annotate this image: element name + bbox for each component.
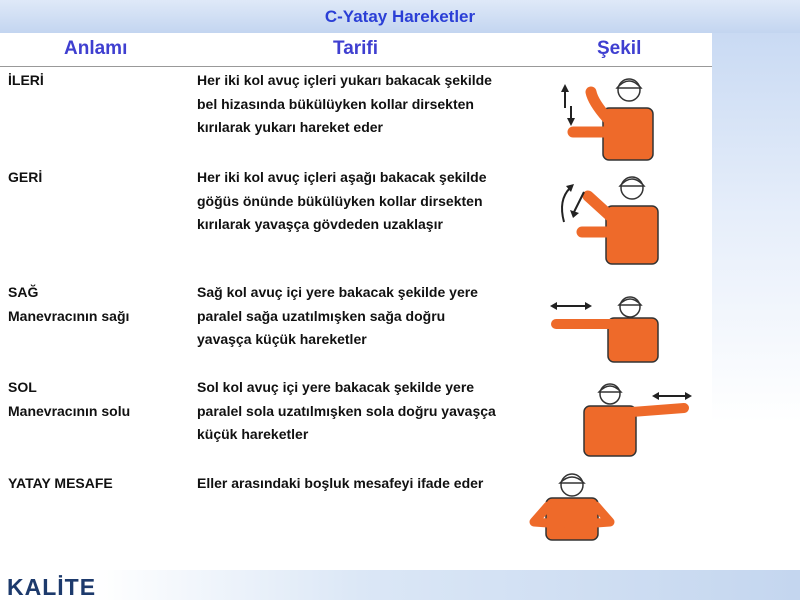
description-line: Sağ kol avuç içi yere bakacak şekilde yere <box>197 284 478 300</box>
worker-distance-icon <box>528 470 618 542</box>
description-line: yavaşça küçük hareketler <box>197 331 367 347</box>
worker-forward-icon <box>553 72 663 164</box>
table-row-meaning <box>8 376 130 423</box>
table-row-description <box>197 69 492 140</box>
table-row-description <box>197 376 496 447</box>
table-row-meaning <box>8 281 129 328</box>
brand-logo: KALİTE <box>7 574 97 600</box>
description-line: paralel sola uzatılmışken sola doğru yavaşça <box>197 402 496 419</box>
table-header <box>0 33 712 67</box>
description-line: göğüs önünde bükülüyken kollar dirsekten <box>197 192 483 209</box>
meaning-line: GERİ <box>8 169 43 185</box>
description-line: bel hizasında bükülüyken kollar dirsekten <box>197 95 474 112</box>
meaning-line: Manevracının solu <box>8 402 131 419</box>
meaning-line: Manevracının sağı <box>8 307 130 324</box>
page-title: C-Yatay Hareketler <box>324 7 476 26</box>
header-figure: Şekil <box>597 38 642 59</box>
worker-left-icon <box>580 378 698 458</box>
meaning-line: YATAY MESAFE <box>8 475 113 491</box>
description-line: paralel sağa uzatılmışken sağa doğru <box>197 307 446 324</box>
worker-right-icon <box>546 292 664 364</box>
description-line: Sol kol avuç içi yere bakacak şekilde yere <box>197 379 475 395</box>
header-description: Tarifi <box>333 38 379 59</box>
worker-backward-icon <box>548 170 663 268</box>
table-row-meaning <box>8 472 113 496</box>
side-gradient <box>712 33 800 553</box>
meaning-line: SAĞ <box>8 284 39 300</box>
table-row-meaning <box>8 166 42 190</box>
description-line: kırılarak yukarı hareket eder <box>197 119 384 135</box>
meaning-line: İLERİ <box>8 72 44 88</box>
table-row-description <box>197 281 478 352</box>
footer-bar <box>0 570 800 600</box>
description-line: kırılarak yavaşça gövdeden uzaklaşır <box>197 216 443 232</box>
description-line: küçük hareketler <box>197 426 309 442</box>
table-row-description <box>197 472 483 496</box>
table-row-description <box>197 166 487 237</box>
meaning-line: SOL <box>8 379 37 395</box>
description-line: Her iki kol avuç içleri aşağı bakacak şekilde <box>197 169 487 185</box>
description-line: Eller arasındaki boşluk mesafeyi ifade eder <box>197 475 484 491</box>
table-row-meaning <box>8 69 44 93</box>
header-meaning: Anlamı <box>64 38 128 59</box>
description-line: Her iki kol avuç içleri yukarı bakacak şekilde <box>197 72 492 88</box>
